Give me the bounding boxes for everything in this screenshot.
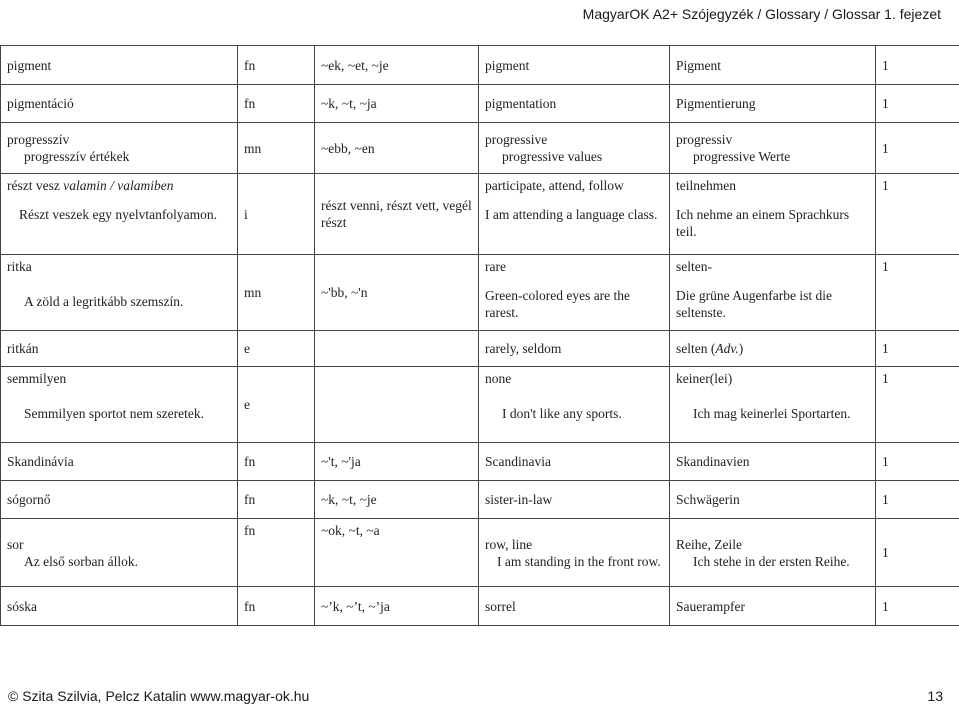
page-title: MagyarOK A2+ Szójegyzék / Glossary / Glossar 1. fejezet (582, 5, 941, 22)
pos-cell: e (238, 367, 315, 443)
translation: progressiv (676, 132, 733, 147)
english-cell: sister-in-law (479, 481, 670, 519)
example-translation: Green-colored eyes are the rarest. (485, 288, 631, 320)
english-cell (479, 255, 670, 331)
german-cell (670, 174, 876, 255)
hungarian-cell: pigmentáció (1, 85, 238, 123)
pos-cell: fn (238, 519, 315, 587)
german-cell: Schwägerin (670, 481, 876, 519)
translation: none (485, 371, 512, 386)
headword: részt vesz (7, 178, 64, 193)
lesson-cell: 1 (876, 174, 959, 255)
hungarian-cell: Skandinávia (1, 443, 238, 481)
pos-cell: fn (238, 587, 315, 626)
glossary-table (0, 45, 959, 626)
pos-cell: i (238, 174, 315, 255)
german-cell (670, 331, 876, 367)
translation: ) (738, 341, 744, 356)
german-cell (670, 367, 876, 443)
example-translation: I am attending a language class. (485, 207, 658, 222)
translation: Reihe, Zeile (676, 536, 742, 552)
translation: selten ( (676, 341, 716, 356)
english-cell (479, 123, 670, 174)
forms-cell: ~ebb, ~en (315, 123, 479, 174)
lesson-cell: 1 (876, 85, 959, 123)
table-row (1, 331, 959, 367)
headword: semmilyen (7, 371, 67, 386)
pos-cell: mn (238, 255, 315, 331)
example-translation: Ich nehme an einem Sprachkurs teil. (676, 207, 850, 239)
german-cell (670, 255, 876, 331)
example-sentence: Semmilyen sportot nem szeretek. (24, 406, 204, 421)
hungarian-cell: sóska (1, 587, 238, 626)
english-cell (479, 367, 670, 443)
translation: keiner(lei) (676, 371, 733, 386)
table-row (1, 443, 959, 481)
headword-complement: valamin / valamiben (63, 178, 174, 193)
lesson-cell: 1 (876, 367, 959, 443)
copyright-text: © Szita Szilvia, Pelcz Katalin www.magyar-ok.hu (8, 688, 310, 704)
translation: progressive (485, 132, 548, 147)
table-row (1, 367, 959, 443)
german-cell (670, 519, 876, 587)
lesson-cell: 1 (876, 481, 959, 519)
forms-cell: ~k, ~t, ~je (315, 481, 479, 519)
example-translation: Die grüne Augenfarbe ist die seltenste. (676, 288, 832, 320)
table-row (1, 123, 959, 174)
lesson-cell: 1 (876, 443, 959, 481)
table-row (1, 519, 959, 587)
english-cell (479, 174, 670, 255)
translation: selten- (676, 259, 712, 274)
hungarian-cell (1, 174, 238, 255)
forms-cell: ~’k, ~’t, ~’ja (315, 587, 479, 626)
hungarian-cell: ritkán (1, 331, 238, 367)
page-number: 13 (927, 688, 943, 704)
lesson-cell: 1 (876, 331, 959, 367)
german-cell (670, 123, 876, 174)
forms-cell: ~ok, ~t, ~a (315, 519, 479, 587)
lesson-cell: 1 (876, 587, 959, 626)
translation: row, line (485, 536, 533, 552)
example-translation: progressive Werte (693, 149, 791, 164)
english-cell: rarely, seldom (479, 331, 670, 367)
lesson-cell: 1 (876, 46, 959, 85)
hungarian-cell: pigment (1, 46, 238, 85)
page-header (0, 0, 959, 27)
english-cell (479, 519, 670, 587)
forms-cell (315, 331, 479, 367)
example-translation: Ich mag keinerlei Sportarten. (693, 406, 851, 421)
german-cell: Sauerampfer (670, 587, 876, 626)
table-row (1, 481, 959, 519)
translation: rare (485, 259, 506, 274)
table-row (1, 255, 959, 331)
german-cell: Skandinavien (670, 443, 876, 481)
forms-cell: ~'bb, ~'n (315, 255, 479, 331)
headword: ritka (7, 259, 32, 274)
english-cell: Scandinavia (479, 443, 670, 481)
hungarian-cell (1, 519, 238, 587)
english-cell: pigmentation (479, 85, 670, 123)
example-sentence: A zöld a legritkább szemszín. (24, 294, 184, 309)
pos-cell: fn (238, 481, 315, 519)
pos-cell: fn (238, 46, 315, 85)
translation: participate, attend, follow (485, 178, 624, 193)
forms-cell: ~k, ~t, ~ja (315, 85, 479, 123)
hungarian-cell (1, 255, 238, 331)
example-translation: I don't like any sports. (502, 406, 622, 421)
forms-cell: ~'t, ~'ja (315, 443, 479, 481)
example-sentence: progresszív értékek (24, 149, 130, 164)
lesson-cell: 1 (876, 123, 959, 174)
example-translation: progressive values (502, 149, 603, 164)
example-sentence: Az első sorban állok. (24, 553, 138, 569)
page-footer (0, 682, 959, 710)
table-row (1, 46, 959, 85)
forms-cell: részt venni, részt vett, vegél részt (315, 174, 479, 255)
table-row (1, 587, 959, 626)
forms-cell: ~ek, ~et, ~je (315, 46, 479, 85)
translation-note: Adv. (715, 341, 739, 356)
table-row (1, 174, 959, 255)
translation: teilnehmen (676, 178, 736, 193)
german-cell: Pigment (670, 46, 876, 85)
lesson-cell: 1 (876, 519, 959, 587)
example-translation: Ich stehe in der ersten Reihe. (693, 553, 850, 569)
german-cell: Pigmentierung (670, 85, 876, 123)
pos-cell: mn (238, 123, 315, 174)
table-row (1, 85, 959, 123)
english-cell: sorrel (479, 587, 670, 626)
headword: progresszív (7, 132, 70, 147)
headword: sor (7, 536, 24, 552)
forms-cell (315, 367, 479, 443)
pos-cell: fn (238, 85, 315, 123)
hungarian-cell (1, 367, 238, 443)
pos-cell: e (238, 331, 315, 367)
hungarian-cell: sógornő (1, 481, 238, 519)
english-cell: pigment (479, 46, 670, 85)
lesson-cell: 1 (876, 255, 959, 331)
example-sentence: Részt veszek egy nyelvtanfolyamon. (19, 207, 217, 222)
pos-cell: fn (238, 443, 315, 481)
hungarian-cell (1, 123, 238, 174)
example-translation: I am standing in the front row. (497, 553, 661, 569)
